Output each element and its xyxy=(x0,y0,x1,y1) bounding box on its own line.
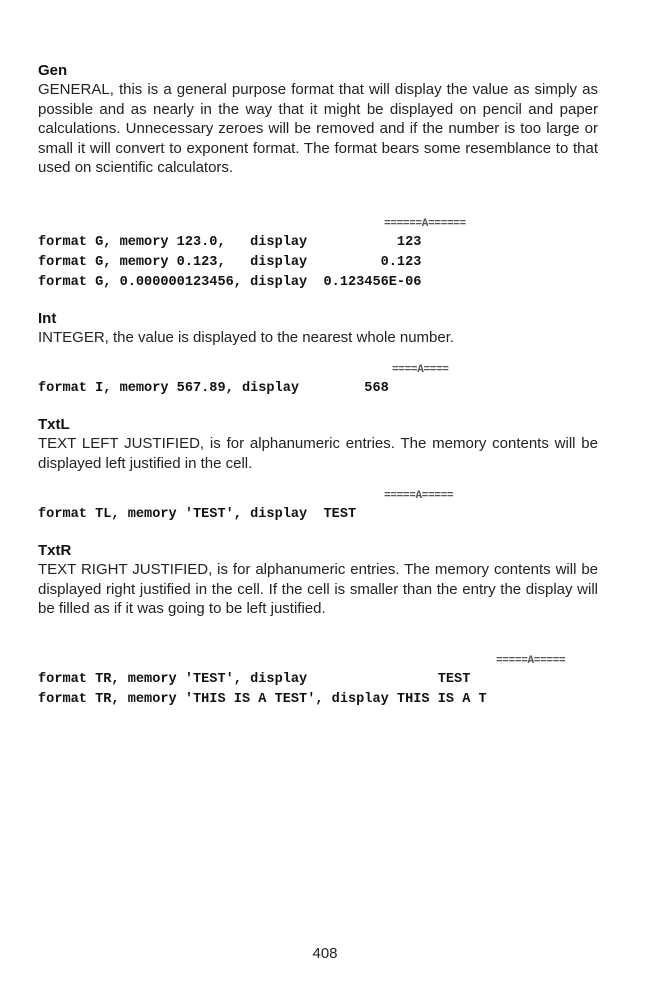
section-heading: TxtR xyxy=(38,542,72,559)
section-description: TEXT LEFT JUSTIFIED, is for alphanumeric entries. The memory contents will be displayed left justified in the cell. xyxy=(38,435,598,472)
cell-ruler: ====A==== xyxy=(392,364,449,376)
section-txtl xyxy=(38,416,598,473)
cell-ruler: ======A====== xyxy=(384,218,466,230)
example-line: format TR, memory 'TEST', display TEST xyxy=(38,672,471,687)
page-number: 408 xyxy=(312,945,338,962)
section-heading: TxtL xyxy=(38,416,70,433)
section-description: INTEGER, the value is displayed to the nearest whole number. xyxy=(38,329,455,346)
example-line: format TL, memory 'TEST', display TEST xyxy=(38,507,357,522)
example-line: format TR, memory 'THIS IS A TEST', display THIS IS A T xyxy=(38,692,487,707)
example-line: format G, memory 123.0, display 123 xyxy=(38,235,422,250)
section-gen xyxy=(38,62,598,178)
cell-ruler: =====A===== xyxy=(496,655,566,667)
section-description: TEXT RIGHT JUSTIFIED, is for alphanumeric entries. The memory contents will be displayed right justified in the cell. If the cell is smaller than the entry the display will be filled as if it was going to be left justified. xyxy=(38,561,598,617)
cell-ruler: =====A===== xyxy=(384,490,454,502)
section-heading: Int xyxy=(38,310,57,327)
example-line: format I, memory 567.89, display 568 xyxy=(38,381,389,396)
section-heading: Gen xyxy=(38,62,68,79)
section-txtr xyxy=(38,542,598,619)
example-line: format G, 0.000000123456, display 0.123456E-06 xyxy=(38,275,422,290)
section-int xyxy=(38,310,598,348)
section-description: GENERAL, this is a general purpose format that will display the value as simply as possible and as nearly in the way that it might be displayed on pencil and paper calculations. Unnecessary zeroes will be removed and if the number is too large or small it will convert to exponent format. The format bears some resemblance to that used on scientific calculators. xyxy=(38,81,598,176)
example-line: format G, memory 0.123, display 0.123 xyxy=(38,255,422,270)
